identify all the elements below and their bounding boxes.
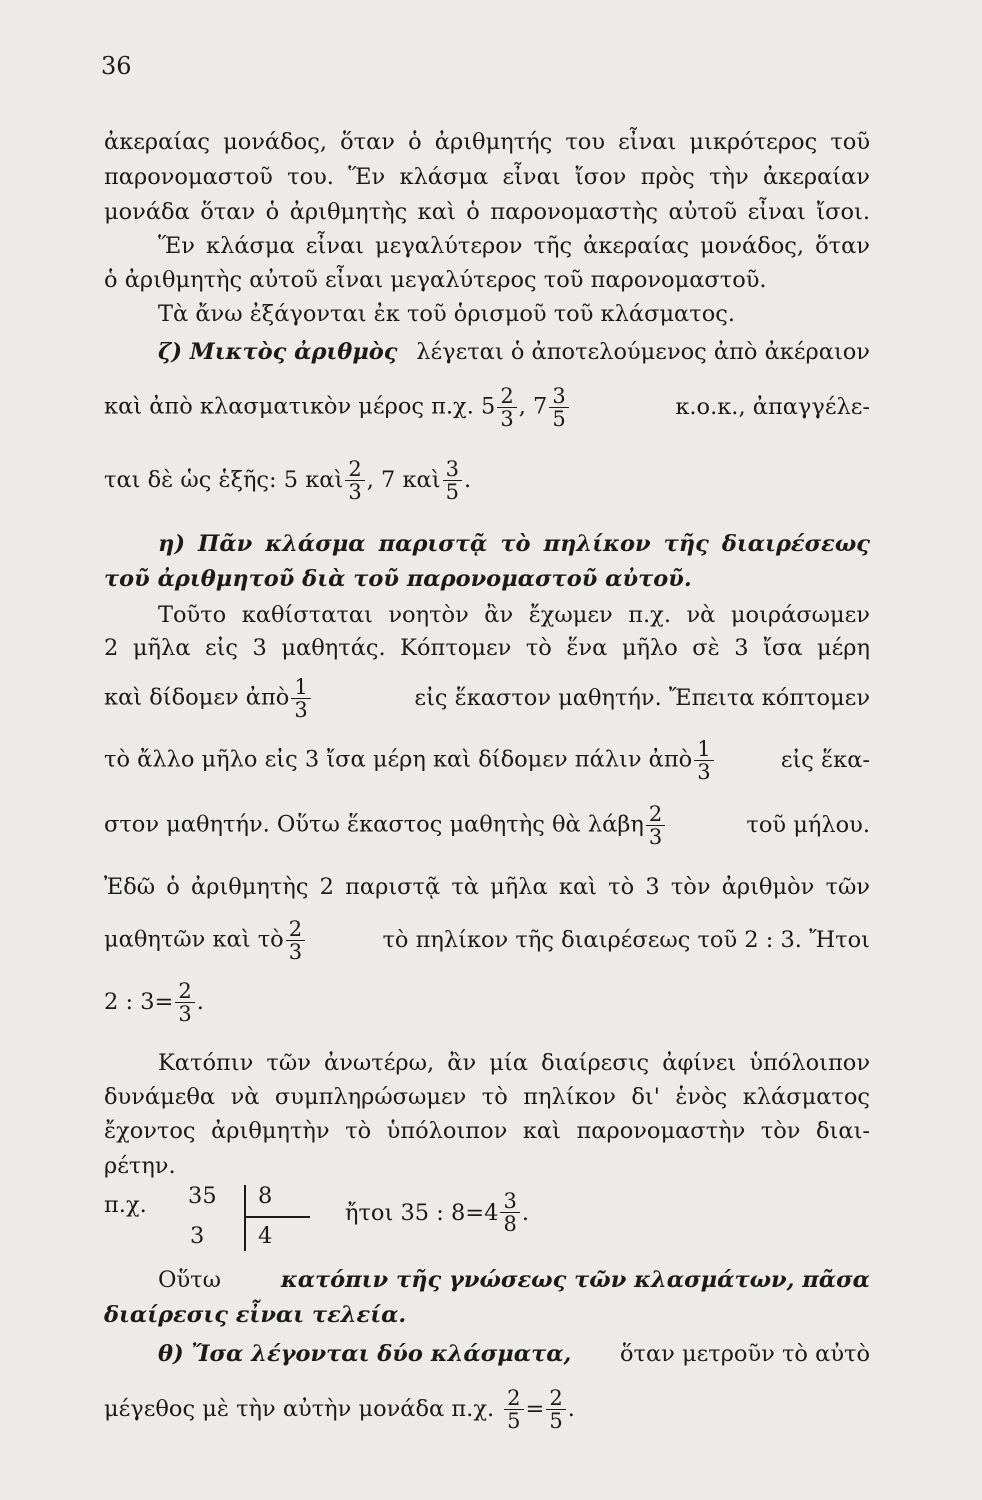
text-line: παρονομαστοῦ του. Ἕν κλάσμα εἶναι ἴσον πρὸς τὴν ἀκεραίαν xyxy=(104,164,870,190)
text-fragment: κ.ο.κ., ἀπαγγέλε- xyxy=(675,394,870,421)
numerator: 3 xyxy=(443,458,462,481)
text-fragment: ὅταν μετροῦν τὸ αὐτὸ xyxy=(619,1341,870,1367)
text-line: ὁ ἀριθμητὴς αὐτοῦ εἶναι μεγαλύτερος τοῦ παρονομαστοῦ. xyxy=(104,267,767,293)
denominator: 3 xyxy=(500,407,514,432)
text-fragment: καὶ δίδομεν ἀπὸ xyxy=(104,684,290,711)
emphasis-text: κατόπιν τῆς γνώσεως τῶν κλασμάτων, πᾶσα xyxy=(280,1267,870,1293)
text-line: Ἐδῶ ὁ ἀριθμητὴς 2 παριστᾷ τὰ μῆλα καὶ τὸ 3 τὸν ἀριθμὸν τῶν xyxy=(104,874,870,900)
numerator: 2 xyxy=(286,918,305,941)
text-line: Τοῦτο καθίσταται νοητὸν ἂν ἔχωμεν π.χ. νὰ μοιράσωμεν xyxy=(158,602,870,628)
text-fragment: τὸ ἄλλο μῆλο εἰς 3 ἴσα μέρη καὶ δίδομεν πάλιν ἀπὸ xyxy=(104,746,693,773)
fraction xyxy=(175,980,194,1025)
text-fragment: . xyxy=(567,1396,575,1423)
fraction xyxy=(546,1387,565,1432)
text-fragment: στον μαθητήν. Οὕτω ἕκαστος μαθητὴς θὰ λάβη xyxy=(104,811,644,838)
text-fragment: . xyxy=(521,1199,529,1226)
fraction xyxy=(646,803,665,848)
text-fragment: εἰς ἕκα- xyxy=(780,747,870,774)
numerator: 2 xyxy=(646,803,665,826)
dividend: 35 xyxy=(188,1183,217,1209)
denominator: 8 xyxy=(503,1212,517,1237)
text-line xyxy=(104,676,870,721)
denominator: 5 xyxy=(445,480,459,505)
fraction xyxy=(345,458,364,503)
fraction xyxy=(500,1190,519,1235)
text-fragment: λέγεται ὁ ἀποτελούμενος ἀπὸ ἀκέραιον xyxy=(416,339,870,365)
division-result xyxy=(345,1190,529,1235)
text-fragment: , 7 xyxy=(518,393,548,420)
fraction xyxy=(497,385,516,430)
text-fragment: 2 : 3= xyxy=(104,989,174,1016)
equal-fractions-definition xyxy=(158,1343,870,1366)
text-line: δυνάμεθα νὰ συμπληρώσωμεν τὸ πηλίκον δι' ἑνὸς κλάσματος xyxy=(104,1084,870,1110)
numerator: 2 xyxy=(175,980,194,1003)
numerator: 1 xyxy=(694,738,713,761)
denominator: 3 xyxy=(697,760,711,785)
denominator: 3 xyxy=(178,1002,192,1027)
denominator: 5 xyxy=(507,1409,521,1434)
text-fragment: = xyxy=(525,1396,545,1423)
divisor: 8 xyxy=(258,1183,273,1209)
term-equal-fractions: θ) Ἴσα λέγονται δύο κλάσματα, xyxy=(158,1341,572,1367)
text-fragment: τοῦ μήλου. xyxy=(746,812,870,839)
fraction xyxy=(286,918,305,963)
text-line: Τὰ ἄνω ἐξάγονται ἐκ τοῦ ὁρισμοῦ τοῦ κλάσματος. xyxy=(158,301,736,327)
numerator: 3 xyxy=(500,1190,519,1213)
division-vertical-rule xyxy=(244,1185,246,1251)
text-fragment: . xyxy=(196,989,204,1016)
text-fragment: μέγεθος μὲ τὴν αὐτὴν μονάδα π.χ. xyxy=(104,1396,495,1423)
text-line: ἔχοντος ἀριθμητὴν τὸ ὑπόλοιπον καὶ παρονομαστὴν τὸν διαι- xyxy=(104,1118,870,1144)
text-fragment: ἤτοι 35 : 8=4 xyxy=(345,1199,499,1226)
text-fragment: εἰς ἕκαστον μαθητήν. Ἔπειτα κόπτομεν xyxy=(414,685,870,712)
text-line xyxy=(104,803,870,848)
text-line xyxy=(104,1304,870,1327)
text-fragment: καὶ ἀπὸ κλασματικὸν μέρος π.χ. 5 xyxy=(104,393,496,420)
example-line xyxy=(104,385,870,430)
text-fragment: μαθητῶν καὶ τὸ xyxy=(104,926,284,953)
fraction xyxy=(443,458,462,503)
text-line: 2 μῆλα εἰς 3 μαθητάς. Κόπτομεν τὸ ἕνα μῆλο σὲ 3 ἴσα μέρη xyxy=(104,635,870,661)
text-fragment: . xyxy=(463,467,472,494)
text-line: Ἕν κλάσμα εἶναι μεγαλύτερον τῆς ἀκεραίας μονάδος, ὅταν xyxy=(158,233,870,259)
fraction xyxy=(504,1387,523,1432)
numerator: 3 xyxy=(549,385,568,408)
fraction xyxy=(694,738,713,783)
denominator: 5 xyxy=(549,1409,563,1434)
numerator: 2 xyxy=(345,458,364,481)
text-line: Κατόπιν τῶν ἀνωτέρω, ἂν μία διαίρεσις ἀφίνει ὑπόλοιπον xyxy=(158,1050,870,1076)
numerator: 1 xyxy=(291,676,310,699)
example-line xyxy=(104,458,870,503)
page-number: 36 xyxy=(101,52,132,80)
example-line xyxy=(104,1387,870,1432)
text-line: μονάδα ὅταν ὁ ἀριθμητὴς καὶ ὁ παρονομαστὴς αὐτοῦ εἶναι ἴσοι. xyxy=(104,199,870,225)
mixed-number-definition xyxy=(158,341,870,364)
text-fragment: τὸ πηλίκον τῆς διαιρέσεως τοῦ 2 : 3. Ἤτοι xyxy=(382,927,870,954)
theorem-heading: η) Πᾶν κλάσμα παριστᾷ τὸ πηλίκον τῆς διαιρέσεως xyxy=(158,531,870,557)
emphasis-text: διαίρεσις εἶναι τελεία. xyxy=(104,1302,407,1328)
fraction xyxy=(291,676,310,721)
text-fragment: Οὕτω xyxy=(158,1267,221,1293)
text-fragment: ται δὲ ὡς ἑξῆς: 5 καὶ xyxy=(104,467,344,494)
example-label: π.χ. xyxy=(104,1192,147,1218)
text-line: ρέτην. xyxy=(104,1153,176,1179)
text-line xyxy=(158,1269,870,1292)
quotient: 4 xyxy=(258,1223,273,1249)
denominator: 3 xyxy=(288,940,303,965)
fraction xyxy=(549,385,568,430)
long-division xyxy=(180,1183,315,1253)
numerator: 2 xyxy=(497,385,516,408)
text-fragment: , 7 καὶ xyxy=(366,467,441,494)
division-horizontal-rule xyxy=(244,1216,310,1218)
text-line xyxy=(104,738,870,783)
text-line: ἀκεραίας μονάδος, ὅταν ὁ ἀριθμητής του εἶναι μικρότερος τοῦ xyxy=(104,129,870,155)
denominator: 3 xyxy=(294,698,308,723)
equation-line xyxy=(104,980,870,1025)
text-line xyxy=(104,918,870,963)
remainder: 3 xyxy=(190,1223,205,1249)
term-mixed-number: ζ) Μικτὸς ἀριθμὸς xyxy=(158,339,398,365)
denominator: 3 xyxy=(348,480,362,505)
denominator: 5 xyxy=(552,407,566,432)
numerator: 2 xyxy=(546,1387,565,1410)
theorem-heading: τοῦ ἀριθμητοῦ διὰ τοῦ παρονομαστοῦ αὐτοῦ. xyxy=(104,566,692,592)
denominator: 3 xyxy=(648,825,663,850)
numerator: 2 xyxy=(504,1387,523,1410)
